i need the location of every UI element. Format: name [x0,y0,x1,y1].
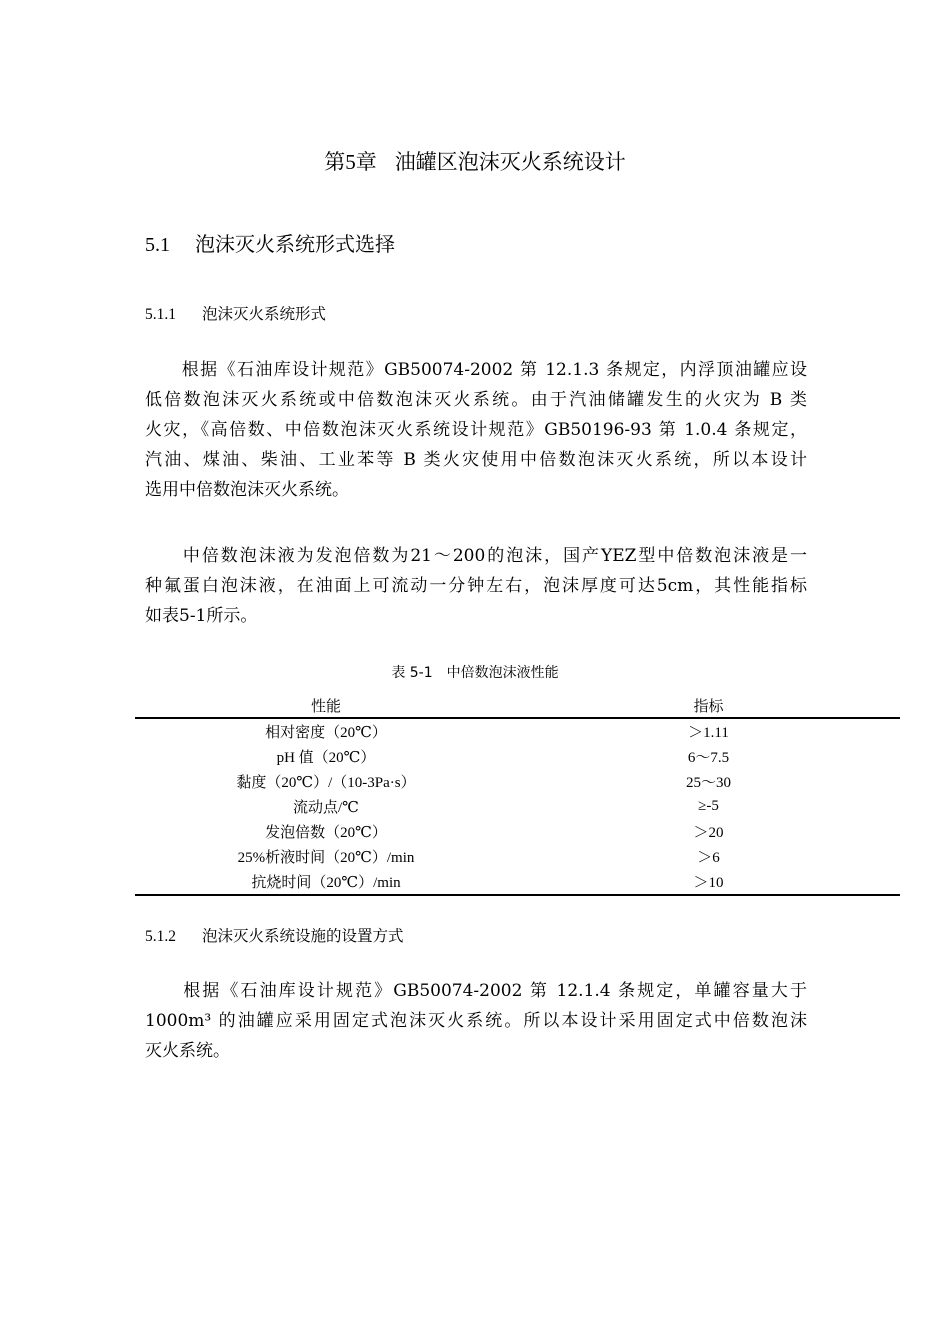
table-caption: 表 5-1 中倍数泡沫液性能 [391,665,559,681]
subsection-heading-2 [145,924,404,946]
table-cell: 相对密度（20℃） [265,725,387,741]
paragraph-line: 中倍数泡沫液为发泡倍数为21～200的泡沫，国产YEZ型中倍数泡沫液是一 [145,546,807,566]
table-row [135,794,900,819]
table-row [135,819,900,844]
table-row [135,769,900,794]
table-row [135,744,900,769]
table-cell: 25%析液时间（20℃）/min [237,850,415,866]
paragraph-line: 汽油、煤油、柴油、工业苯等 B 类火灾使用中倍数泡沫灭火系统，所以本设计 [145,450,807,470]
table-row [135,869,900,895]
subsection-number: 5.1.1 [145,306,176,323]
table-cell: ＞1.11 [688,725,729,741]
paragraph-line: 根据《石油库设计规范》GB50074-2002 第 12.1.3 条规定，内浮顶油罐应设 [145,360,807,380]
table-cell: ＞10 [517,869,900,895]
subsection-heading-1 [145,302,326,324]
paragraph-line: 火灾，《高倍数、中倍数泡沫灭火系统设计规范》GB50196-93 第 1.0.4 条规定， [145,420,807,440]
table-cell: 6～7.5 [687,750,730,766]
table-row [135,844,900,869]
column-header-index: 指标 [517,693,900,718]
section-title: 泡沫灭火系统形式选择 [195,232,395,256]
paragraph-line: 根据《石油库设计规范》GB50074-2002 第 12.1.4 条规定，单罐容量大于 [145,981,807,1001]
column-header-property: 性能 [135,693,517,718]
subsection-title: 泡沫灭火系统设施的设置方式 [202,927,404,945]
section-heading [145,228,395,257]
paragraph-line: 种氟蛋白泡沫液，在油面上可流动一分钟左右，泡沫厚度可达5cm，其性能指标 [145,576,807,596]
table-cell: 黏度（20℃）/（10-3Pa·s） [236,775,416,791]
chapter-number: 第5章 [324,150,377,174]
paragraph-line: 灭火系统。 [145,1041,230,1061]
table-cell: ＞20 [693,825,724,841]
table-header-row [135,693,900,718]
chapter-heading [0,146,950,176]
paragraph-1 [145,355,807,505]
paragraph-2 [145,541,807,631]
paragraph-line: 选用中倍数泡沫灭火系统。 [145,480,349,500]
chapter-title: 油罐区泡沫灭火系统设计 [394,150,626,174]
table-cell: 抗烧时间（20℃）/min [135,869,517,895]
paragraph-line: 如表5-1所示。 [145,606,258,626]
table-cell: 流动点/℃ [293,800,359,816]
subsection-number: 5.1.2 [145,928,176,945]
section-number: 5.1 [145,234,170,256]
paragraph-line: 低倍数泡沫灭火系统或中倍数泡沫灭火系统。由于汽油储罐发生的火灾为 B 类 [145,390,807,410]
table-cell: ≥-5 [698,798,719,814]
table-cell: 25～30 [685,775,731,791]
paragraph-3 [145,976,807,1066]
table-row [135,718,900,744]
subsection-title: 泡沫灭火系统形式 [202,305,327,323]
table-cell: ＞6 [697,850,720,866]
paragraph-line: 1000m³ 的油罐应采用固定式泡沫灭火系统。所以本设计采用固定式中倍数泡沫 [145,1011,807,1031]
table-cell: pH 值（20℃） [276,750,376,766]
table-cell: 发泡倍数（20℃） [265,825,387,841]
foam-performance-table [135,693,900,896]
